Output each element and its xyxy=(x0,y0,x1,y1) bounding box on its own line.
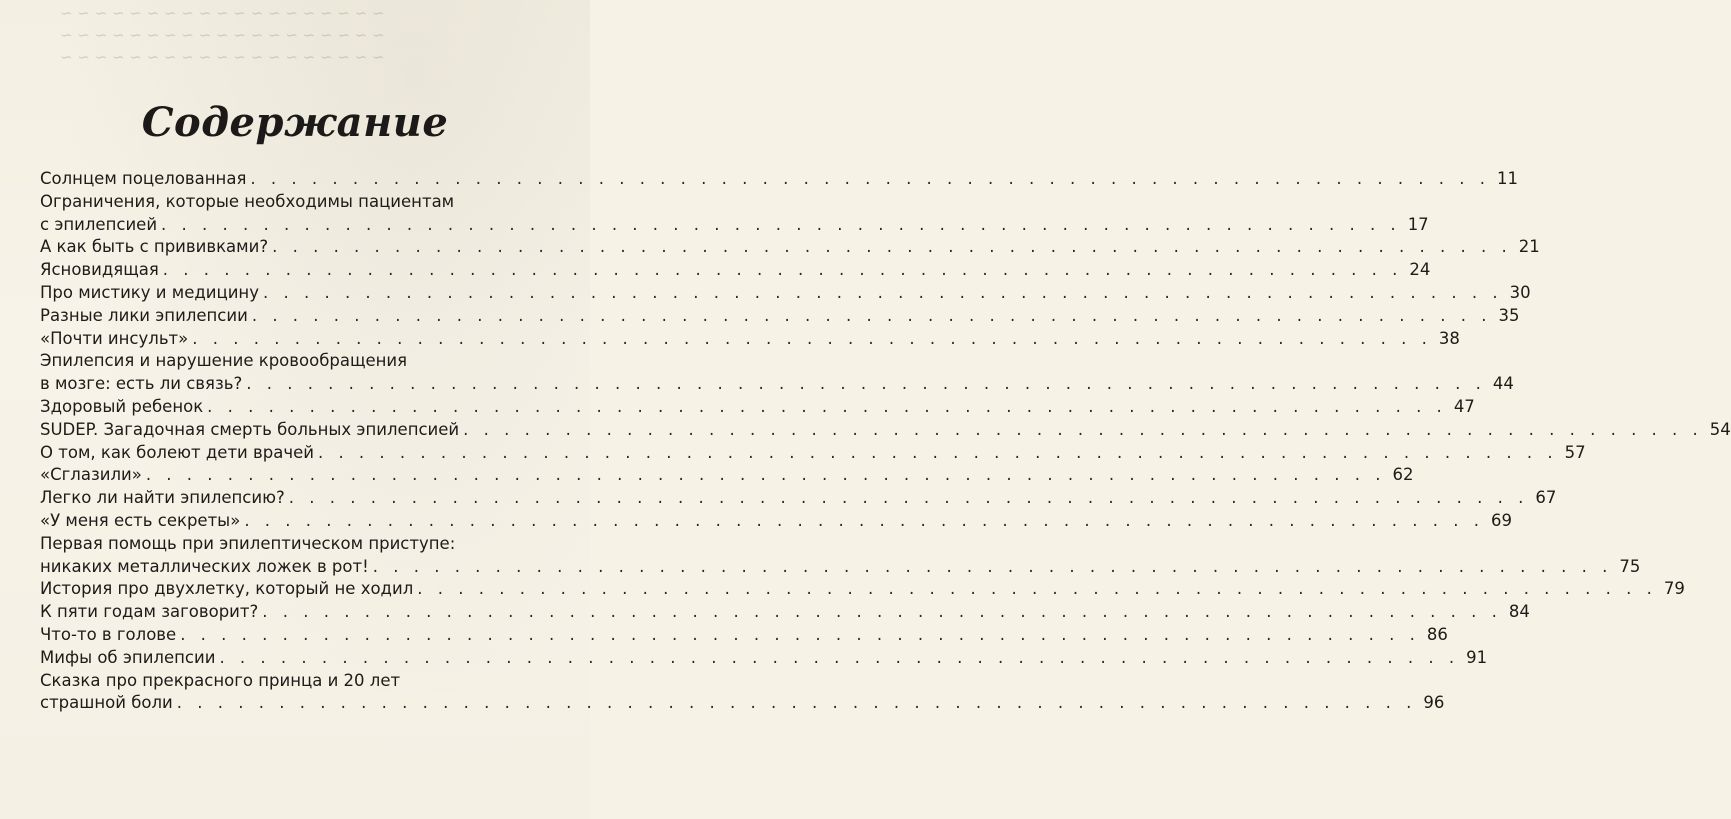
toc-entry-title: «Почти инсульт» xyxy=(40,328,189,348)
toc-entry xyxy=(40,442,1586,465)
toc-entry-title: «Сглазили» xyxy=(40,465,142,485)
toc-entry-title: Ясновидящая xyxy=(40,260,159,280)
show-through-line: ~ ~ ~ ~ ~ ~ ~ ~ ~ ~ ~ ~ ~ ~ ~ ~ ~ ~ ~ xyxy=(60,4,385,22)
page-title: Содержание xyxy=(141,98,449,146)
dot-leader: . . . . . . . . . . . . . . . . . . . . . . . . . . . . . . . . . . . . . . . . . . . . . . . . . . . . . . . . . . . . . xyxy=(272,237,1512,257)
toc-entry xyxy=(40,624,1448,647)
toc-entry xyxy=(40,487,1557,510)
dot-leader: . . . . . . . . . . . . . . . . . . . . . . . . . . . . . . . . . . . . . . . . . . . . . . . . . . . . . . . . . . . . . xyxy=(463,419,1703,439)
toc-entry xyxy=(40,282,1531,305)
toc-entry-line xyxy=(40,670,570,693)
toc-entry-line xyxy=(40,350,570,373)
dot-leader: . . . . . . . . . . . . . . . . . . . . . . . . . . . . . . . . . . . . . . . . . . . . . . . . . . . . . . . . . . . . . xyxy=(176,693,1417,713)
toc-entry xyxy=(40,670,1445,716)
show-through-text xyxy=(0,0,590,110)
toc-entry-last-line xyxy=(40,168,1519,191)
toc-page-number: 86 xyxy=(1426,624,1448,644)
toc-page-number: 38 xyxy=(1438,328,1460,348)
toc-page-number: 75 xyxy=(1619,556,1641,576)
toc-entry xyxy=(40,419,1731,442)
toc-entry-title: Первая помощь при эпилептическом приступе: xyxy=(40,533,456,553)
toc-entry-last-line xyxy=(40,487,1557,510)
toc-entry-last-line xyxy=(40,396,1475,419)
toc-entry-last-line xyxy=(40,647,1488,670)
dot-leader: . . . . . . . . . . . . . . . . . . . . . . . . . . . . . . . . . . . . . . . . . . . . . . . . . . . . . . . . . . . . . xyxy=(192,328,1432,348)
toc-entry-last-line xyxy=(40,236,1540,259)
toc-entry xyxy=(40,236,1540,259)
toc-entry-title: страшной боли xyxy=(40,693,173,713)
toc-page-number: 62 xyxy=(1392,465,1414,485)
toc-entry xyxy=(40,168,1519,191)
dot-leader: . . . . . . . . . . . . . . . . . . . . . . . . . . . . . . . . . . . . . . . . . . . . . . . . . . . . . . . . . . . . . xyxy=(246,374,1486,394)
toc-page-number: 57 xyxy=(1564,442,1586,462)
toc-page-number: 79 xyxy=(1663,579,1685,599)
toc-page-number: 69 xyxy=(1490,510,1512,530)
toc-entry xyxy=(40,328,1460,351)
toc-page-number: 44 xyxy=(1492,374,1514,394)
toc-page-number: 30 xyxy=(1509,282,1531,302)
dot-leader: . . . . . . . . . . . . . . . . . . . . . . . . . . . . . . . . . . . . . . . . . . . . . . . . . . . . . . . . . . . . . xyxy=(251,305,1492,325)
toc-entry xyxy=(40,464,1414,487)
dot-leader: . . . . . . . . . . . . . . . . . . . . . . . . . . . . . . . . . . . . . . . . . . . . . . . . . . . . . . . . . . . . . xyxy=(250,169,1491,188)
toc-entry-last-line xyxy=(40,328,1460,351)
toc-entry xyxy=(40,533,1641,579)
toc-entry-last-line xyxy=(40,373,1514,396)
toc-page-number: 84 xyxy=(1508,602,1530,622)
toc-entry xyxy=(40,191,1429,237)
toc-entry-last-line xyxy=(40,578,1685,601)
toc-entry xyxy=(40,510,1512,533)
toc-page-number: 24 xyxy=(1409,260,1431,280)
show-through-line: ~ ~ ~ ~ ~ ~ ~ ~ ~ ~ ~ ~ ~ ~ ~ ~ ~ ~ ~ xyxy=(60,26,385,44)
dot-leader: . . . . . . . . . . . . . . . . . . . . . . . . . . . . . . . . . . . . . . . . . . . . . . . . . . . . . . . . . . . . . xyxy=(317,442,1558,462)
dot-leader: . . . . . . . . . . . . . . . . . . . . . . . . . . . . . . . . . . . . . . . . . . . . . . . . . . . . . . . . . . . . . xyxy=(262,602,1502,622)
toc-page-number: 17 xyxy=(1407,214,1429,234)
toc-entry-last-line xyxy=(40,259,1431,282)
dot-leader: . . . . . . . . . . . . . . . . . . . . . . . . . . . . . . . . . . . . . . . . . . . . . . . . . . . . . . . . . . . . . xyxy=(161,214,1401,234)
toc-entry-last-line xyxy=(40,464,1414,487)
toc-entry-last-line xyxy=(40,624,1448,647)
toc-entry-title: Эпилепсия и нарушение кровообращения xyxy=(40,351,408,371)
toc-entry-title: Легко ли найти эпилепсию? xyxy=(40,488,285,508)
toc-entry-title: «У меня есть секреты» xyxy=(40,510,241,530)
toc-entry xyxy=(40,396,1475,419)
toc-entry-title: Про мистику и медицину xyxy=(40,282,259,302)
dot-leader: . . . . . . . . . . . . . . . . . . . . . . . . . . . . . . . . . . . . . . . . . . . . . . . . . . . . . . . . . . . . . xyxy=(180,624,1420,644)
show-through-line: ~ ~ ~ ~ ~ ~ ~ ~ ~ ~ ~ ~ ~ ~ ~ ~ ~ ~ ~ xyxy=(60,48,385,66)
toc-page-number: 47 xyxy=(1453,396,1475,416)
toc-entry-title: Что-то в голове xyxy=(40,624,177,644)
dot-leader: . . . . . . . . . . . . . . . . . . . . . . . . . . . . . . . . . . . . . . . . . . . . . . . . . . . . . . . . . . . . . xyxy=(288,488,1529,508)
toc-entry-last-line xyxy=(40,419,1731,442)
toc-entry-title: О том, как болеют дети врачей xyxy=(40,442,314,462)
toc-entry-line xyxy=(40,533,570,556)
dot-leader: . . . . . . . . . . . . . . . . . . . . . . . . . . . . . . . . . . . . . . . . . . . . . . . . . . . . . . . . . . . . . xyxy=(262,282,1503,302)
toc-entry-title: Разные лики эпилепсии xyxy=(40,305,248,325)
toc-entry-last-line xyxy=(40,601,1530,624)
toc-entry-title: никаких металлических ложек в рот! xyxy=(40,556,369,576)
toc-entry-line xyxy=(40,191,570,214)
toc-entry-title: SUDEP. Загадочная смерть больных эпилепсией xyxy=(40,419,460,439)
toc-entry-title: История про двухлетку, который не ходил xyxy=(40,579,414,599)
toc-entry-title: в мозге: есть ли связь? xyxy=(40,374,243,394)
toc-entry-title: А как быть с прививками? xyxy=(40,237,269,257)
toc-entry-last-line xyxy=(40,692,1445,715)
toc-entry-last-line xyxy=(40,305,1520,328)
dot-leader: . . . . . . . . . . . . . . . . . . . . . . . . . . . . . . . . . . . . . . . . . . . . . . . . . . . . . . . . . . . . . xyxy=(219,647,1460,667)
toc-page-number: 11 xyxy=(1497,169,1519,188)
dot-leader: . . . . . . . . . . . . . . . . . . . . . . . . . . . . . . . . . . . . . . . . . . . . . . . . . . . . . . . . . . . . . xyxy=(417,579,1657,599)
toc-page-number: 21 xyxy=(1518,237,1540,257)
toc-entry-title: Ограничения, которые необходимы пациентам xyxy=(40,191,455,211)
dot-leader: . . . . . . . . . . . . . . . . . . . . . . . . . . . . . . . . . . . . . . . . . . . . . . . . . . . . . . . . . . . . . xyxy=(145,465,1386,485)
toc-entry-last-line xyxy=(40,442,1586,465)
toc-entry xyxy=(40,647,1488,670)
dot-leader: . . . . . . . . . . . . . . . . . . . . . . . . . . . . . . . . . . . . . . . . . . . . . . . . . . . . . . . . . . . . . xyxy=(162,260,1403,280)
toc-page-number: 96 xyxy=(1423,693,1445,713)
toc-entry-title: с эпилепсией xyxy=(40,214,158,234)
table-of-contents xyxy=(40,168,1731,715)
toc-entry-title: Сказка про прекрасного принца и 20 лет xyxy=(40,670,401,690)
toc-entry-last-line xyxy=(40,214,1429,237)
toc-entry xyxy=(40,601,1530,624)
dot-leader: . . . . . . . . . . . . . . . . . . . . . . . . . . . . . . . . . . . . . . . . . . . . . . . . . . . . . . . . . . . . . xyxy=(372,556,1613,576)
toc-page-number: 67 xyxy=(1535,488,1557,508)
dot-leader: . . . . . . . . . . . . . . . . . . . . . . . . . . . . . . . . . . . . . . . . . . . . . . . . . . . . . . . . . . . . . xyxy=(207,396,1447,416)
toc-entry-last-line xyxy=(40,510,1512,533)
toc-entry-title: Здоровый ребенок xyxy=(40,396,204,416)
toc-page-number: 54 xyxy=(1709,419,1731,439)
toc-entry xyxy=(40,259,1431,282)
toc-entry-title: Мифы об эпилепсии xyxy=(40,647,216,667)
toc-page-number: 35 xyxy=(1498,305,1520,325)
toc-page-number: 91 xyxy=(1466,647,1488,667)
toc-entry-title: Солнцем поцелованная xyxy=(40,169,247,188)
toc-entry-last-line xyxy=(40,282,1531,305)
toc-entry xyxy=(40,350,1514,396)
toc-entry-last-line xyxy=(40,556,1641,579)
toc-entry-title: К пяти годам заговорит? xyxy=(40,602,259,622)
toc-entry xyxy=(40,305,1520,328)
dot-leader: . . . . . . . . . . . . . . . . . . . . . . . . . . . . . . . . . . . . . . . . . . . . . . . . . . . . . . . . . . . . . xyxy=(244,510,1484,530)
toc-entry xyxy=(40,578,1685,601)
